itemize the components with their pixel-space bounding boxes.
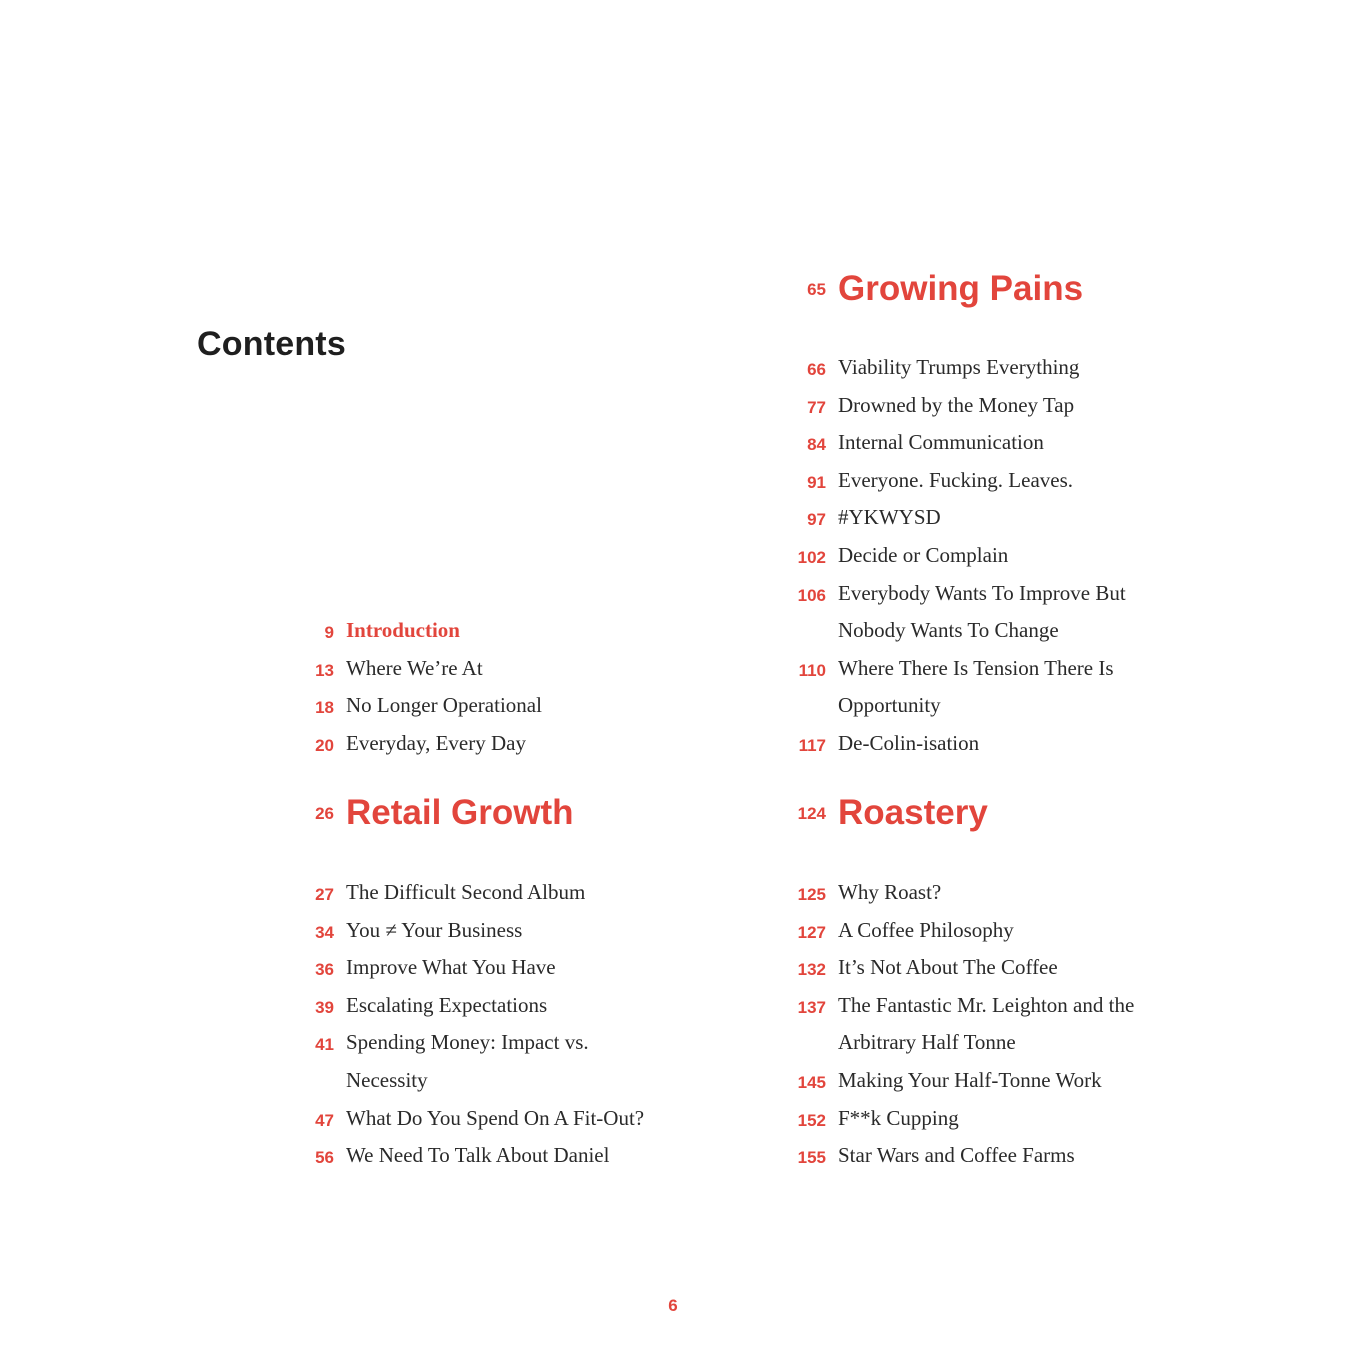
- toc-entry-title: Escalating Expectations: [346, 992, 548, 1017]
- toc-entry-title: F**k Cupping: [838, 1105, 959, 1130]
- toc-entry-title: Viability Trumps Everything: [838, 355, 1080, 379]
- toc-entry[interactable]: [315, 725, 542, 763]
- toc-entry-title: Internal Communication: [838, 430, 1044, 455]
- toc-entry-title: The Fantastic Mr. Leighton and the: [838, 992, 1135, 1017]
- toc-entry-page: 56: [315, 1148, 334, 1168]
- toc-entry[interactable]: [797, 874, 1134, 912]
- toc-entry-page: 47: [315, 1110, 334, 1130]
- toc-entry-introduction[interactable]: [324, 612, 542, 650]
- section-title: Roastery: [838, 793, 988, 832]
- toc-entry-page: 18: [315, 698, 334, 718]
- section-page: 65: [807, 280, 826, 299]
- toc-entry[interactable]: [797, 987, 1135, 1025]
- section-heading-growing-pains[interactable]: [807, 266, 1084, 312]
- toc-entry[interactable]: [797, 1062, 1134, 1100]
- toc-entry[interactable]: [797, 1100, 1134, 1138]
- toc-entry-page: 152: [797, 1110, 826, 1130]
- toc-entry[interactable]: [798, 650, 1126, 688]
- toc-entry-title-continued: Necessity: [346, 1067, 428, 1092]
- toc-entry-title-continued: Nobody Wants To Change: [838, 618, 1059, 643]
- toc-entry-page: 36: [315, 960, 334, 980]
- toc-entry[interactable]: [797, 1137, 1134, 1175]
- toc-entry-title: Why Roast?: [838, 880, 942, 904]
- toc-entry[interactable]: [807, 424, 1126, 462]
- toc-entry-title: Improve What You Have: [346, 955, 556, 980]
- toc-entry-title: Where We’re At: [346, 655, 483, 680]
- retail-growth-list: [315, 874, 645, 1175]
- toc-entry[interactable]: [797, 537, 1126, 575]
- toc-entry-title: Introduction: [346, 618, 460, 642]
- toc-entry[interactable]: [807, 349, 1126, 387]
- toc-entry-title: Everybody Wants To Improve But: [838, 580, 1126, 605]
- toc-entry-page: 155: [797, 1148, 826, 1168]
- section-title: Retail Growth: [346, 793, 574, 832]
- toc-entry-page: 27: [315, 885, 334, 904]
- section-page: 124: [797, 804, 826, 823]
- toc-entry-title: No Longer Operational: [346, 693, 542, 718]
- toc-entry-title: Star Wars and Coffee Farms: [838, 1143, 1075, 1168]
- toc-entry-title: It’s Not About The Coffee: [838, 955, 1058, 980]
- toc-entry-page: 20: [315, 735, 334, 755]
- toc-entry[interactable]: [315, 874, 644, 912]
- toc-entry[interactable]: [315, 687, 542, 725]
- section-page: 26: [315, 804, 334, 823]
- toc-entry-title: Everyday, Every Day: [346, 730, 526, 755]
- toc-entry-continuation[interactable]: [838, 687, 1126, 725]
- toc-entry-continuation[interactable]: [838, 612, 1126, 650]
- toc-entry-title: Everyone. Fucking. Leaves.: [838, 467, 1074, 492]
- toc-entry[interactable]: [798, 725, 1126, 763]
- toc-entry-page: 77: [807, 397, 826, 417]
- toc-entry-page: 13: [315, 660, 334, 680]
- intro-list: [315, 612, 542, 762]
- toc-entry-page: 145: [797, 1072, 826, 1092]
- toc-entry-title: You ≠ Your Business: [346, 917, 523, 942]
- toc-entry[interactable]: [315, 949, 644, 987]
- page-number: 6: [668, 1296, 678, 1315]
- toc-entry-title-continued: Opportunity: [838, 693, 941, 718]
- roastery-list: [797, 874, 1135, 1175]
- toc-entry-page: 97: [807, 510, 826, 530]
- toc-entry-title: What Do You Spend On A Fit-Out?: [346, 1105, 645, 1130]
- toc-entry-continuation[interactable]: [838, 1024, 1134, 1062]
- toc-entry-page: 110: [798, 660, 826, 680]
- toc-entry[interactable]: [807, 387, 1126, 425]
- toc-entry-page: 132: [797, 960, 826, 980]
- toc-entry[interactable]: [807, 499, 1126, 537]
- section-heading-retail-growth[interactable]: [315, 790, 574, 836]
- toc-entry-title-continued: Arbitrary Half Tonne: [838, 1030, 1016, 1055]
- toc-entry-page: 137: [797, 997, 826, 1017]
- toc-entry-page: 102: [797, 547, 826, 567]
- toc-entry-title: We Need To Talk About Daniel: [346, 1143, 610, 1168]
- toc-entry[interactable]: [807, 462, 1126, 500]
- toc-entry[interactable]: [315, 912, 644, 950]
- toc-entry-title: Drowned by the Money Tap: [838, 392, 1075, 417]
- toc-entry-page: 39: [315, 997, 334, 1017]
- toc-entry[interactable]: [797, 949, 1134, 987]
- toc-entry-title: The Difficult Second Album: [346, 880, 586, 904]
- toc-entry-title: #YKWYSD: [838, 505, 941, 530]
- toc-entry-title: Making Your Half-Tonne Work: [838, 1067, 1102, 1092]
- toc-entry-page: 117: [798, 735, 826, 755]
- toc-entry[interactable]: [797, 575, 1126, 613]
- toc-entry-title: De-Colin-isation: [838, 730, 980, 755]
- toc-entry-title: A Coffee Philosophy: [838, 917, 1014, 942]
- toc-entry-page: 9: [324, 623, 334, 642]
- toc-entry[interactable]: [797, 912, 1134, 950]
- toc-entry-page: 84: [807, 435, 826, 455]
- toc-entry[interactable]: [315, 1024, 644, 1062]
- page-title: Contents: [197, 325, 346, 363]
- toc-entry-page: 34: [315, 922, 334, 942]
- toc-entry[interactable]: [315, 650, 542, 688]
- toc-entry-continuation[interactable]: [346, 1062, 644, 1100]
- toc-entry-title: Spending Money: Impact vs.: [346, 1030, 589, 1055]
- section-heading-roastery[interactable]: [797, 790, 988, 836]
- section-title: Growing Pains: [838, 269, 1084, 308]
- toc-entry[interactable]: [315, 987, 644, 1025]
- growing-pains-list: [797, 349, 1126, 763]
- toc-entry-page: 127: [797, 922, 826, 942]
- toc-entry-title: Decide or Complain: [838, 542, 1009, 567]
- toc-entry-page: 66: [807, 360, 826, 379]
- toc-entry-page: 91: [807, 472, 826, 492]
- toc-entry[interactable]: [315, 1137, 644, 1175]
- toc-entry-page: 41: [315, 1035, 334, 1055]
- toc-entry-page: 125: [797, 885, 826, 904]
- toc-entry[interactable]: [315, 1100, 645, 1138]
- toc-entry-title: Where There Is Tension There Is: [838, 655, 1114, 680]
- toc-entry-page: 106: [797, 585, 826, 605]
